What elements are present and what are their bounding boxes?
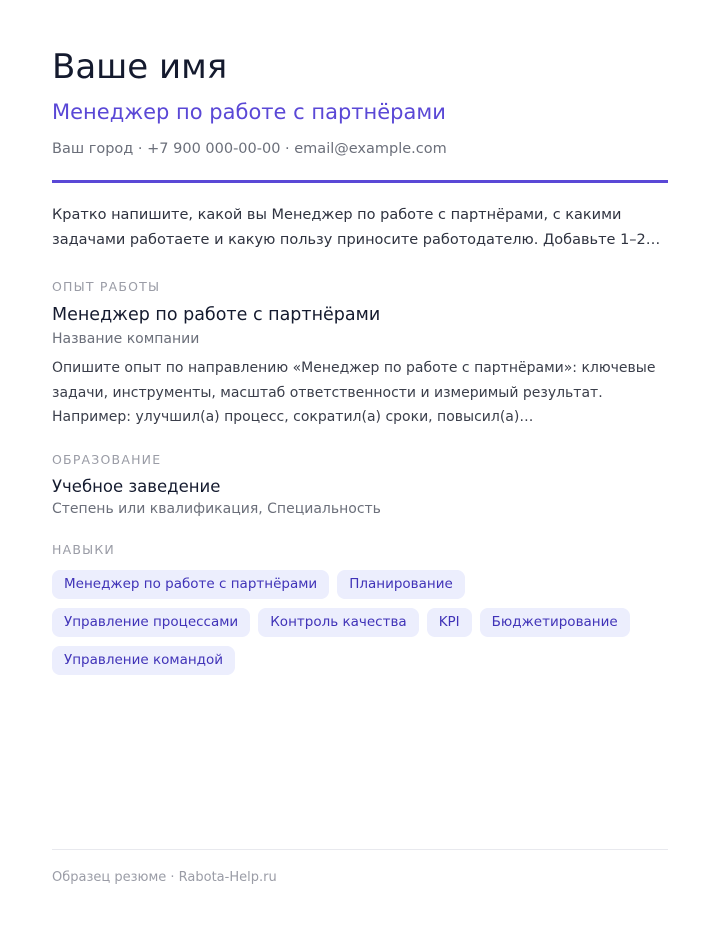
- footer-text: Образец резюме · Rabota-Help.ru: [52, 870, 277, 885]
- education-degree: Степень или квалификация, Специальность: [52, 501, 381, 517]
- candidate-name: Ваше имя: [52, 47, 228, 87]
- company-name: Название компании: [52, 331, 200, 347]
- accent-divider: [52, 180, 668, 183]
- skill-chip: Планирование: [337, 570, 465, 599]
- candidate-role: Менеджер по работе с партнёрами: [52, 100, 446, 124]
- skill-chip: Управление процессами: [52, 608, 250, 637]
- summary-text: Кратко напишите, какой вы Менеджер по работе с партнёрами, с какими задачами работаете и какую пользу приносите работодателю. Добавьте 1–2…: [52, 207, 661, 248]
- skills-list: [52, 570, 668, 675]
- skills-section-title: НАВЫКИ: [52, 542, 115, 557]
- contact-line: Ваш город · +7 900 000-00-00 · email@example.com: [52, 141, 447, 157]
- job-title: Менеджер по работе с партнёрами: [52, 305, 381, 325]
- education-section-title: ОБРАЗОВАНИЕ: [52, 452, 162, 467]
- job-description: Опишите опыт по направлению «Менеджер по работе с партнёрами»: ключевые задачи, инструменты, масштаб ответственности и измеримый результат. Например: улучшил(а) процесс, сократил(а) сроки, повысил(а)…: [52, 360, 656, 425]
- education-institution: Учебное заведение: [52, 477, 221, 496]
- experience-section-title: ОПЫТ РАБОТЫ: [52, 279, 161, 294]
- skill-chip: Управление командой: [52, 646, 235, 675]
- skill-chip: Бюджетирование: [480, 608, 630, 637]
- footer-divider: [52, 849, 668, 850]
- skill-chip: Контроль качества: [258, 608, 418, 637]
- resume-page: [52, 0, 668, 936]
- skill-chip: KPI: [427, 608, 472, 637]
- skill-chip: Менеджер по работе с партнёрами: [52, 570, 329, 599]
